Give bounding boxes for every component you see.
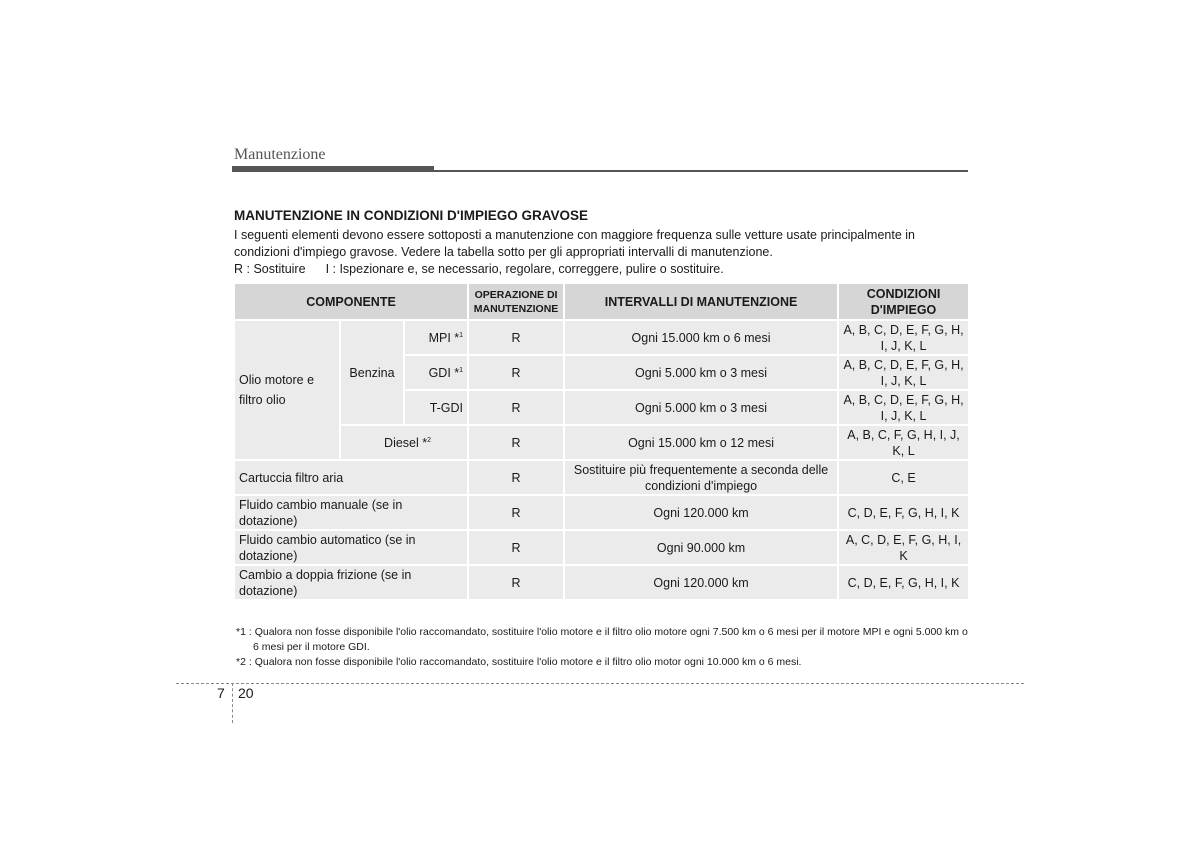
operation-cell: R <box>468 495 564 530</box>
section-title: Manutenzione <box>234 146 326 163</box>
maintenance-table <box>233 282 970 601</box>
conditions-cell: A, B, C, D, E, F, G, H, I, J, K, L <box>838 355 969 390</box>
table-row <box>234 565 969 600</box>
engine-label: GDI * <box>428 366 460 381</box>
table-header-row <box>234 283 969 320</box>
legend-replace: R : Sostituire <box>234 262 306 276</box>
legend <box>234 262 724 276</box>
conditions-cell: A, C, D, E, F, G, H, I, K <box>838 530 969 565</box>
header-rule-thick <box>232 166 434 172</box>
component-cell: Cartuccia filtro aria <box>234 460 468 495</box>
operation-cell: R <box>468 320 564 355</box>
col-header-component: COMPONENTE <box>234 283 468 320</box>
footnote-text: : Qualora non fosse disponibile l'olio raccomandato, sostituire l'olio motore e il filtro olio motor ogni 10.000 km o 6 mesi. <box>248 656 802 668</box>
component-cell: Cambio a doppia frizione (se in dotazione) <box>234 565 468 600</box>
operation-cell: R <box>468 530 564 565</box>
footnote-mark: *2 <box>236 656 246 668</box>
interval-cell: Ogni 90.000 km <box>564 530 838 565</box>
conditions-cell: C, E <box>838 460 969 495</box>
table-row <box>234 530 969 565</box>
col-header-interval: INTERVALLI DI MANUTENZIONE <box>564 283 838 320</box>
footnote-ref: 1 <box>459 332 464 340</box>
component-cell: Fluido cambio manuale (se in dotazione) <box>234 495 468 530</box>
engine-label: Diesel * <box>384 436 428 451</box>
operation-cell: R <box>468 460 564 495</box>
footnote-mark: *1 <box>236 626 246 638</box>
interval-cell: Ogni 120.000 km <box>564 495 838 530</box>
footnote-2 <box>236 655 970 670</box>
component-cell: Fluido cambio automatico (se in dotazione) <box>234 530 468 565</box>
footer-vertical-divider <box>232 683 233 723</box>
conditions-cell: A, B, C, D, E, F, G, H, I, J, K, L <box>838 320 969 355</box>
page-heading: MANUTENZIONE IN CONDIZIONI D'IMPIEGO GRAVOSE <box>234 208 588 223</box>
engine-label: T-GDI <box>429 400 464 415</box>
engine-label: MPI * <box>428 331 460 346</box>
page-number: 20 <box>238 685 254 701</box>
footnote-text: : Qualora non fosse disponibile l'olio raccomandato, sostituire l'olio motore e il filtro olio motore ogni 7.500 km o 6 mesi per il motore MPI e ogni 5.000 km o 6 mesi per il motore GDI. <box>248 626 968 653</box>
interval-cell: Ogni 120.000 km <box>564 565 838 600</box>
engine-cell <box>404 390 468 425</box>
chapter-number: 7 <box>217 685 225 701</box>
conditions-cell: C, D, E, F, G, H, I, K <box>838 495 969 530</box>
interval-cell: Ogni 5.000 km o 3 mesi <box>564 390 838 425</box>
intro-paragraph: I seguenti elementi devono essere sottoposti a manutenzione con maggiore frequenza sulle vetture usate principalmente in condizioni d'impiego gravose. Vedere la tabella sotto per gli appropriati intervalli di manutenzione. <box>234 228 915 259</box>
operation-cell: R <box>468 565 564 600</box>
conditions-cell: C, D, E, F, G, H, I, K <box>838 565 969 600</box>
operation-cell: R <box>468 355 564 390</box>
table-row <box>234 460 969 495</box>
header-rule-thin <box>434 170 968 172</box>
footer-divider <box>176 683 1024 684</box>
component-cell: Olio motore e filtro olio <box>234 320 340 460</box>
engine-cell <box>404 320 468 355</box>
legend-inspect: I : Ispezionare e, se necessario, regolare, correggere, pulire o sostituire. <box>325 262 724 276</box>
interval-cell: Ogni 5.000 km o 3 mesi <box>564 355 838 390</box>
table-row <box>234 320 969 355</box>
conditions-cell: A, B, C, D, E, F, G, H, I, J, K, L <box>838 390 969 425</box>
footnote-1 <box>236 625 970 655</box>
footnote-ref: 2 <box>427 437 432 445</box>
operation-cell: R <box>468 390 564 425</box>
fuel-cell-petrol: Benzina <box>340 320 404 425</box>
interval-cell: Sostituire più frequentemente a seconda delle condizioni d'impiego <box>564 460 838 495</box>
table-row <box>234 495 969 530</box>
interval-cell: Ogni 15.000 km o 6 mesi <box>564 320 838 355</box>
table-row <box>234 425 969 460</box>
col-header-conditions: CONDIZIONI D'IMPIEGO <box>838 283 969 320</box>
operation-cell: R <box>468 425 564 460</box>
engine-cell <box>340 425 468 460</box>
interval-cell: Ogni 15.000 km o 12 mesi <box>564 425 838 460</box>
engine-cell <box>404 355 468 390</box>
col-header-operation: OPERAZIONE DI MANUTENZIONE <box>468 283 564 320</box>
footnote-ref: 1 <box>459 367 464 375</box>
conditions-cell: A, B, C, F, G, H, I, J, K, L <box>838 425 969 460</box>
